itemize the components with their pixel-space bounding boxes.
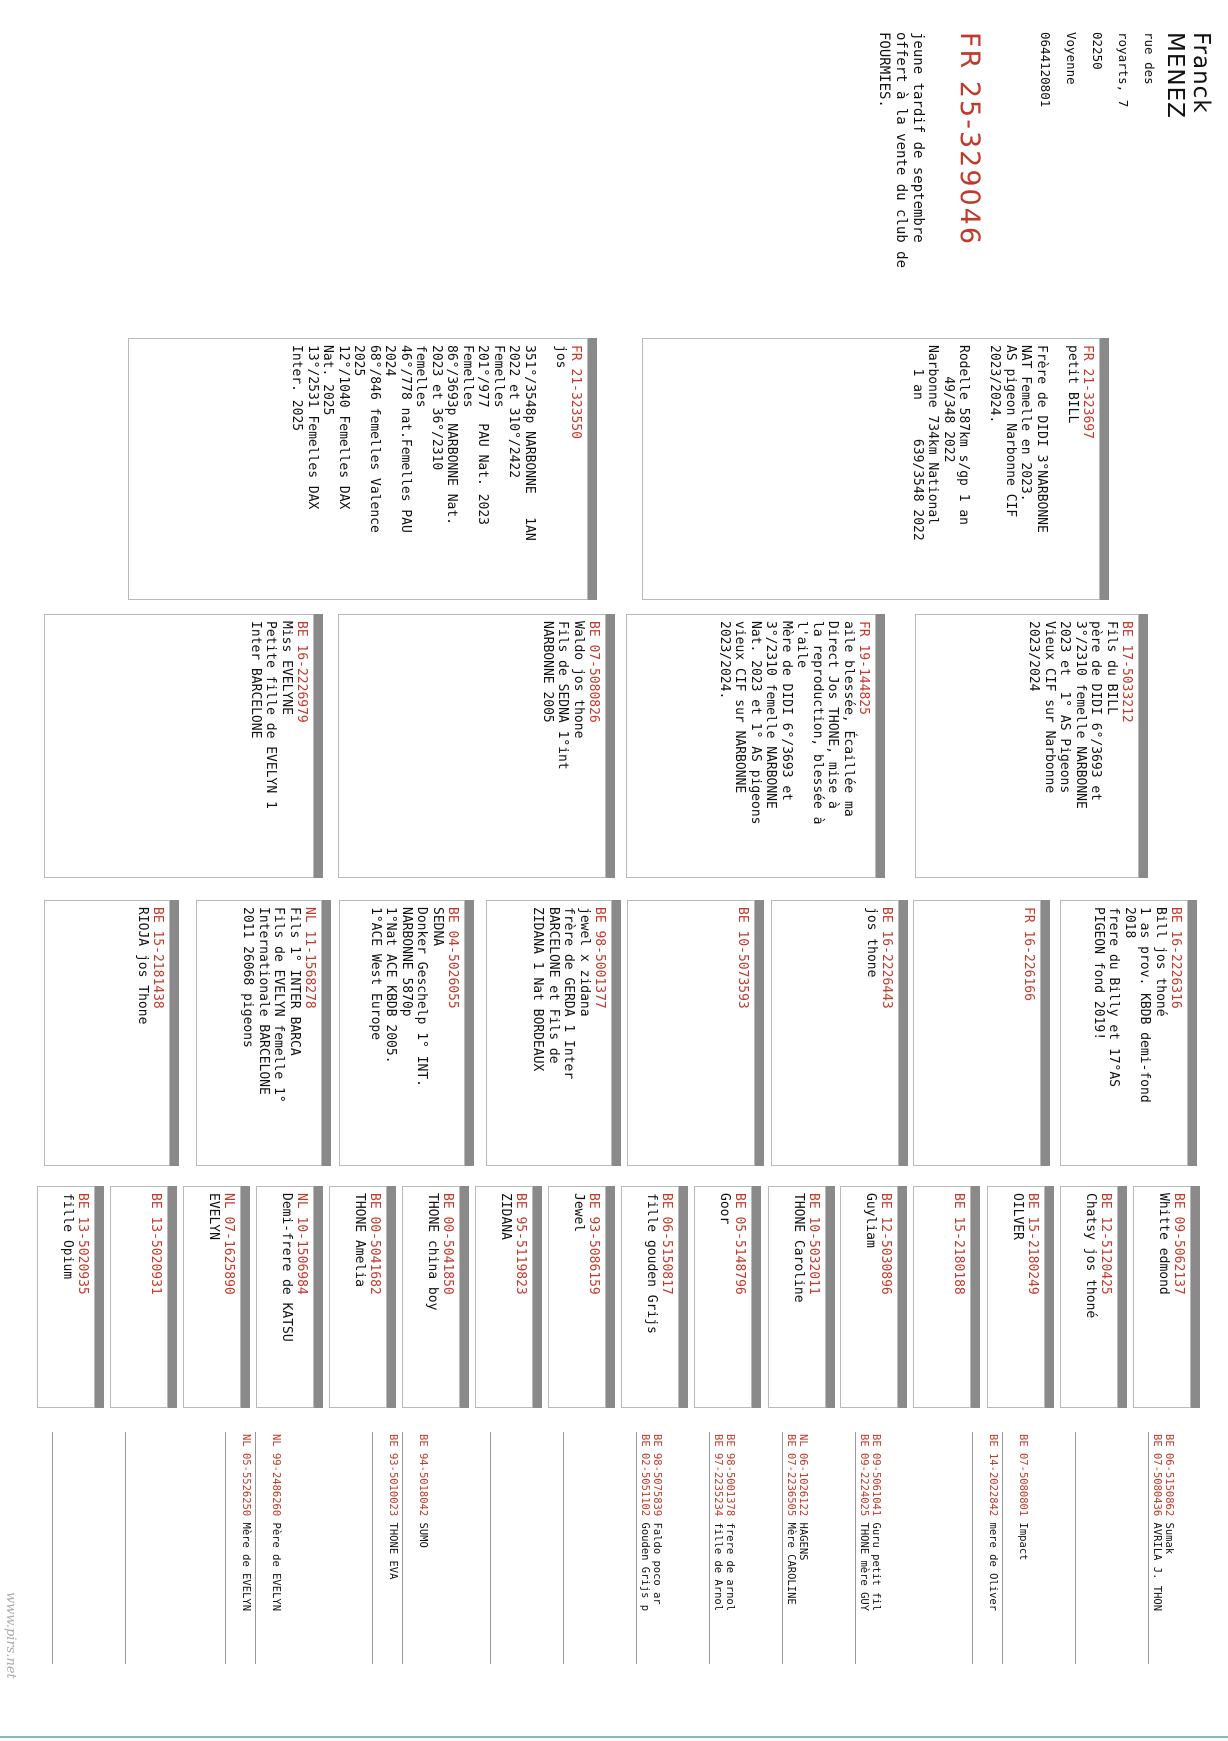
pigeon-notes: HAGENS (797, 1522, 809, 1561)
ring-country: BE (387, 1434, 399, 1447)
ring-country: BE (75, 1193, 90, 1209)
ring-country: BE (1025, 1193, 1040, 1209)
gen4-card[interactable] (621, 1186, 679, 1408)
gen4-card[interactable] (1133, 1186, 1191, 1408)
ring-number: 16-2226443 (879, 930, 894, 1009)
ring-country: BE (724, 1434, 736, 1447)
ring-number: 13-5020931 (148, 1216, 163, 1295)
ring-number: 04-5026055 (445, 930, 460, 1009)
ring-number: 17-5033212 (1119, 644, 1134, 723)
gen5-slot[interactable] (972, 1432, 1003, 1664)
pigeon-notes: Chatsy jos thoné (1083, 1193, 1098, 1319)
ring-country: NL (240, 1434, 252, 1447)
ring-number: 07-5080436 (1151, 1452, 1163, 1517)
pigeon-notes: THONE china boy (425, 1193, 440, 1311)
pigeon-notes: AVRILA J. THON (1151, 1522, 1163, 1612)
pigeon-notes: SUMO (417, 1522, 429, 1548)
ring-country: BE (651, 1434, 663, 1447)
pigeon-notes: mere de Oliver (987, 1522, 999, 1612)
ring-number: 10-5073593 (735, 930, 750, 1009)
gen5-slot[interactable] (709, 1432, 740, 1664)
pigeon-notes: jos thone (864, 907, 879, 978)
ring-number: 12-5030896 (878, 1216, 893, 1295)
parent-card-father[interactable] (642, 338, 1100, 600)
ring-country: BE (586, 1193, 601, 1209)
pigeon-notes: Faldo poco ar (651, 1522, 663, 1605)
great-grandparent-card[interactable] (486, 900, 612, 1166)
gen5-slot[interactable] (636, 1432, 667, 1664)
ring-country: FR (1021, 907, 1036, 923)
gen4-card[interactable] (110, 1186, 168, 1408)
pigeon-notes: Miss EVELYNE Petite fille de EVELYN 1 Inter BARCELONE (248, 621, 294, 809)
ring-country: BE (150, 907, 165, 923)
gen4-card[interactable] (402, 1186, 460, 1408)
gen5-slot[interactable] (1002, 1432, 1033, 1664)
pigeon-notes: RIOJA jos Thone (135, 907, 150, 1025)
great-grandparent-card[interactable] (627, 900, 755, 1166)
ring-number: 98-5001377 (592, 930, 607, 1009)
ring-country: BE (785, 1434, 797, 1447)
ring-number: 10-1506984 (294, 1216, 309, 1295)
ring-number: 09-5061041 (870, 1452, 882, 1517)
subject-ring: FR 25-329046 (954, 32, 985, 247)
gen5-slot[interactable] (402, 1432, 433, 1664)
ring-country: BE (367, 1193, 382, 1209)
pigeon-notes: Bill jos thoné 1 as prov. KBDB demi-fond 2018 frere du Billy et 17°AS PIGEON fond 2019! (1091, 907, 1168, 1103)
ring-number: 21-323697 (1080, 368, 1095, 439)
ring-country: BE (1171, 1193, 1186, 1209)
great-grandparent-card[interactable] (913, 900, 1041, 1166)
gen5-slot[interactable] (855, 1432, 886, 1664)
ring-number: 07-5080826 (586, 644, 601, 723)
ring-number: 06-1026122 (797, 1452, 809, 1517)
grandparent-card[interactable] (44, 614, 314, 878)
ring-number: 02-5051102 (639, 1452, 651, 1517)
gen4-card[interactable] (475, 1186, 533, 1408)
great-grandparent-card[interactable] (771, 900, 899, 1166)
ring-number: 97-2235234 (712, 1452, 724, 1517)
pigeon-notes: Sumak (1163, 1522, 1175, 1555)
ring-country: FR (568, 345, 583, 361)
ring-country: FR (1080, 345, 1095, 361)
gen4-card[interactable] (768, 1186, 826, 1408)
gen5-slot[interactable] (52, 1432, 83, 1664)
ring-country: BE (592, 907, 607, 923)
ring-number: 13-5020935 (75, 1216, 90, 1295)
ring-country: BE (417, 1434, 429, 1447)
pigeon-notes: Guyliam (863, 1193, 878, 1248)
pigeon-notes: Goor (717, 1193, 732, 1225)
gen5-slot[interactable] (1148, 1432, 1179, 1664)
pigeon-notes: ZIDANA (498, 1193, 513, 1240)
pigeon-notes: Waldo jos thone Fils de SEDNA 1°int NARBONNE 2005 (540, 621, 586, 770)
ring-country: NL (270, 1434, 282, 1447)
watermark-text: www.pirs.net (3, 1592, 18, 1679)
ring-country: BE (951, 1193, 966, 1209)
pigeon-notes: SEDNA Donker Geschelp 1° INT. NARBONNE 5870p 1°Nat ACE KBDB 2005. 1°ACE West Europe (368, 907, 445, 1088)
gen4-card[interactable] (329, 1186, 387, 1408)
ring-number: 00-5041850 (440, 1216, 455, 1295)
owner-phone: 0644120801 (1038, 32, 1053, 108)
ring-number: 95-5119823 (513, 1216, 528, 1295)
subject-description-block (875, 32, 926, 268)
subject-description: jeune tardif de septembre offert à la vente du club de FOURMIES. (876, 32, 926, 269)
pigeon-notes: aile blessée, Écaillée ma Direct Jos THONE, mise à la reproduction, blessée à l'aile Mère de DIDI 6°/3693 et 3°/2310 femelle NARBONNE Nat. 2023 et 1° AS pigeons vieux CIF sur NARBONNE 2023/2024. (717, 621, 856, 825)
ring-country: BE (513, 1193, 528, 1209)
ring-country: NL (797, 1434, 809, 1447)
gen4-card[interactable] (256, 1186, 314, 1408)
pigeon-notes: Gouden Grijs p (639, 1522, 651, 1612)
gen4-card[interactable] (840, 1186, 898, 1408)
ring-country: BE (148, 1193, 163, 1209)
ring-number: 05-5526250 (240, 1452, 252, 1517)
ring-country: BE (294, 621, 309, 637)
ring-number: 93-5010023 (387, 1452, 399, 1517)
great-grandparent-card[interactable] (339, 900, 465, 1166)
gen5-slot[interactable] (1075, 1432, 1106, 1664)
ring-country: BE (1163, 1434, 1175, 1447)
ring-country: BE (806, 1193, 821, 1209)
ring-number: 98-5075839 (651, 1452, 663, 1517)
ring-number: 16-2226316 (1168, 930, 1183, 1009)
ring-country: BE (1098, 1193, 1113, 1209)
ring-number: 12-5120425 (1098, 1216, 1113, 1295)
great-grandparent-card[interactable] (44, 900, 170, 1166)
owner-city: 02250 Voyenne (1064, 32, 1105, 85)
pigeon-notes: fille de Arnol (712, 1522, 724, 1612)
pigeon-notes: Père de EVELYN (270, 1522, 282, 1612)
ring-country: BE (987, 1434, 999, 1447)
pigeon-notes: OILVER (1010, 1193, 1025, 1240)
ring-country: BE (445, 907, 460, 923)
gen4-card[interactable] (183, 1186, 241, 1408)
gen5-slot[interactable] (490, 1432, 521, 1664)
ring-number: 06-5150817 (659, 1216, 674, 1295)
ring-country: BE (735, 907, 750, 923)
owner-street: rue des royarts, 7 (1116, 32, 1157, 108)
ring-country: BE (878, 1193, 893, 1209)
pigeon-notes: jewel x zidana frère de GERDA 1 Inter BARCELONE et Fils de ZIDANA 1 Nat BORDEAUX (530, 907, 592, 1080)
pigeon-notes: Fils du BILL père de DIDI 6°/3693 et 3°/2310 femelle NARBONNE 2023 et 1° AS Pigeons Vieux CIF sur Narbonne 2023/2024 (1026, 621, 1119, 809)
ring-number: 09-5062137 (1171, 1216, 1186, 1295)
ring-country: NL (302, 907, 317, 923)
pigeon-notes: Fils 1° INTER BARCA Fils de EVELYN femelle 1° Internationale BARCELONE 2011 26068 pigeons (240, 907, 302, 1103)
pigeon-notes: Whitte edmond (1156, 1193, 1171, 1295)
ring-country: BE (1151, 1434, 1163, 1447)
ring-number: 06-5150862 (1163, 1452, 1175, 1517)
ring-number: 15-2180249 (1025, 1216, 1040, 1295)
gen4-card[interactable] (913, 1186, 971, 1408)
grandparent-card[interactable] (338, 614, 606, 878)
ring-country: BE (870, 1434, 882, 1447)
gen4-card[interactable] (1060, 1186, 1118, 1408)
gen4-card[interactable] (548, 1186, 606, 1408)
ring-number: 10-5032011 (806, 1216, 821, 1295)
ring-country: FR (856, 621, 871, 637)
pigeon-notes: THONE mère GUY (858, 1522, 870, 1612)
ring-country: BE (1119, 621, 1134, 637)
pigeon-notes: THONE Amelia (352, 1193, 367, 1287)
gen5-slot[interactable] (372, 1432, 403, 1664)
great-grandparent-card[interactable] (1060, 900, 1188, 1166)
gen5-slot[interactable] (782, 1432, 813, 1664)
ring-country: BE (440, 1193, 455, 1209)
ring-number: 07-1625890 (221, 1216, 236, 1295)
ring-number: 93-5086159 (586, 1216, 601, 1295)
owner-name: Franck MENEZ (1162, 32, 1214, 119)
ring-country: BE (732, 1193, 747, 1209)
ring-number: 21-323550 (568, 368, 583, 439)
ring-number: 07-5080801 (1017, 1452, 1029, 1517)
pigeon-notes: THONE EVA (387, 1522, 399, 1580)
gen4-card[interactable] (694, 1186, 752, 1408)
ring-number: 11-1568278 (302, 930, 317, 1009)
pigeon-notes: Mère CAROLINE (785, 1522, 797, 1605)
ring-country: BE (586, 621, 601, 637)
ring-country: BE (659, 1193, 674, 1209)
pigeon-notes: Jewel (571, 1193, 586, 1233)
pigeon-notes: THONE Caroline (791, 1193, 806, 1303)
pigeon-notes: petit BILL Frère de DIDI 3°NARBONNE NAT Femelle en 2023. AS pigeon Narbonne CIF 2023/2024. Rodelle 587km s/gp 1 an 49/348 2022 Narbonne 734km National 1 an 639/3548 2022 (910, 345, 1080, 541)
ring-country: BE (1017, 1434, 1029, 1447)
ring-number: 16-2226979 (294, 644, 309, 723)
pigeon-notes: Impact (1017, 1522, 1029, 1561)
pigeon-notes: Demi-frere de KATSU (279, 1193, 294, 1342)
ring-country: BE (858, 1434, 870, 1447)
ring-number: 15-2181438 (150, 930, 165, 1009)
pigeon-notes: EVELYN (206, 1193, 221, 1240)
parent-card-mother[interactable] (128, 338, 588, 600)
ring-country: BE (712, 1434, 724, 1447)
ring-country: NL (294, 1193, 309, 1209)
pigeon-notes: fille gouden Grijs (644, 1193, 659, 1334)
owner-block (1032, 32, 1214, 119)
ring-country: BE (879, 907, 894, 923)
ring-number: 19-144825 (856, 644, 871, 715)
ring-country: BE (1168, 907, 1183, 923)
ring-number: 99-2486260 (270, 1452, 282, 1517)
ring-number: 14-2022842 (987, 1452, 999, 1517)
pigeon-notes: Guru petit fil (870, 1522, 882, 1612)
ring-number: 16-226166 (1021, 930, 1036, 1001)
ring-number: 09-2224025 (858, 1452, 870, 1517)
ring-number: 05-5148796 (732, 1216, 747, 1295)
gen5-slot[interactable] (125, 1432, 156, 1664)
grandparent-card[interactable] (915, 614, 1139, 878)
page-bottom-line (0, 1736, 1228, 1738)
subject-block (954, 32, 985, 246)
ring-number: 94-5018042 (417, 1452, 429, 1517)
pigeon-notes: frere de arnol (724, 1522, 736, 1612)
ring-number: 00-5041682 (367, 1216, 382, 1295)
gen4-card[interactable] (37, 1186, 95, 1408)
great-grandparent-card[interactable] (196, 900, 322, 1166)
ring-number: 98-5001378 (724, 1452, 736, 1517)
ring-country: BE (639, 1434, 651, 1447)
gen5-slot[interactable] (563, 1432, 594, 1664)
ring-country: NL (221, 1193, 236, 1209)
ring-number: 07-2236505 (785, 1452, 797, 1517)
grandparent-card[interactable] (626, 614, 876, 878)
pigeon-notes: Mère de EVELYN (240, 1522, 252, 1612)
gen5-slot[interactable] (255, 1432, 286, 1664)
gen5-slot[interactable] (225, 1432, 256, 1664)
gen4-card[interactable] (987, 1186, 1045, 1408)
ring-number: 15-2180188 (951, 1216, 966, 1295)
pigeon-notes: jos 351°/3548p NARBONNE 1AN 2022 et 310°/2422 Femelles 201°/977 PAU Nat. 2023 Femelles 86°/3693p NARBONNE Nat. 2023 et 36°/2310 femelles 46°/778 nat.Femelles PAU 2024 68°/846 femelles Valence 2025 12°/1040 Femelles DAX Nat. 2025 13°/2531 Femelles DAX Inter. 2025 (289, 345, 568, 541)
pigeon-notes: fille Opium (60, 1193, 75, 1280)
